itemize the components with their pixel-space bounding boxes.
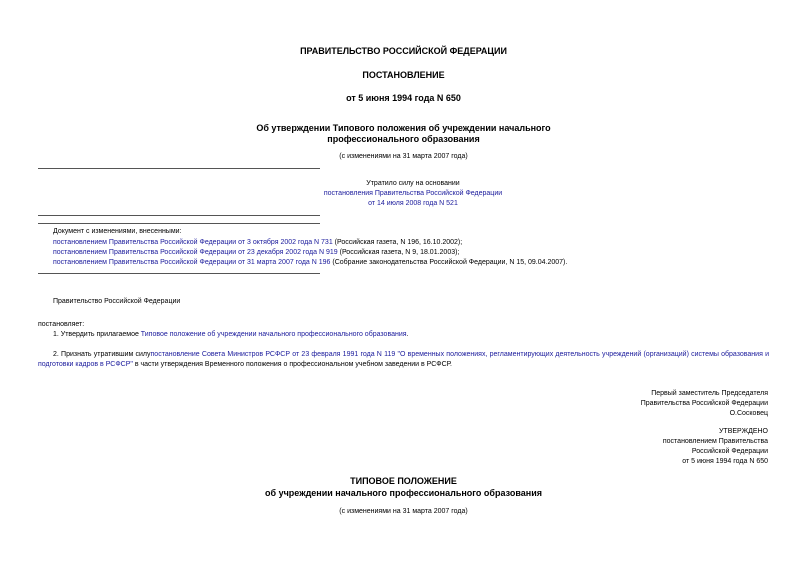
approved-label: УТВЕРЖДЕНО: [718, 428, 768, 435]
amendment-source: (Собрание законодательства Российской Федерации, N 15, 09.04.2007).: [330, 259, 568, 266]
paragraph-1-suffix: .: [406, 331, 409, 338]
signature-org: Правительства Российской Федерации: [640, 400, 768, 407]
signature-title: Первый заместитель Председателя: [651, 390, 768, 397]
repeal-link-date[interactable]: от 14 июля 2008 года N 521: [368, 200, 458, 207]
approved-by: постановлением Правительства: [662, 438, 768, 445]
government-line: Правительство Российской Федерации: [53, 298, 181, 305]
amendments-intro: Документ с изменениями, внесенными:: [53, 228, 182, 235]
decrees-line: постановляет:: [38, 321, 85, 328]
date-number-heading: от 5 июня 1994 года N 650: [346, 93, 461, 103]
regulation-title: ТИПОВОЕ ПОЛОЖЕНИЕ: [350, 476, 457, 486]
amendment-link[interactable]: постановлением Правительства Российской Федерации от 31 марта 2007 года N 196: [53, 259, 331, 266]
paragraph-1-prefix: 1. Утвердить прилагаемое: [53, 331, 141, 338]
title-line-2: профессионального образования: [327, 134, 480, 144]
amendment-source: (Российская газета, N 9, 18.01.2003);: [337, 249, 460, 256]
changes-note: (с изменениями на 31 марта 2007 года): [339, 153, 468, 160]
amendment-link[interactable]: постановлением Правительства Российской Федерации от 23 декабря 2002 года N 919: [53, 249, 338, 256]
amendment-item: [53, 259, 567, 266]
government-heading: ПРАВИТЕЛЬСТВО РОССИЙСКОЙ ФЕДЕРАЦИИ: [300, 46, 507, 56]
repeal-line: Утратило силу на основании: [366, 180, 460, 187]
regulation-subtitle: об учреждении начального профессионального образования: [265, 488, 542, 498]
approved-org: Российской Федерации: [691, 448, 768, 455]
signature-name: О.Сосковец: [729, 410, 768, 417]
paragraph-2-prefix: 2. Признать утратившим силу: [53, 351, 151, 358]
doc-type-heading: ПОСТАНОВЛЕНИЕ: [362, 70, 445, 80]
divider: [38, 215, 320, 216]
title-line-1: Об утверждении Типового положения об учреждении начального: [256, 123, 551, 133]
regulation-changes: (с изменениями на 31 марта 2007 года): [339, 508, 468, 515]
amendment-link[interactable]: постановлением Правительства Российской Федерации от 3 октября 2002 года N 731: [53, 239, 333, 246]
amendment-source: (Российская газета, N 196, 16.10.2002);: [332, 239, 463, 246]
divider: [38, 273, 320, 274]
amendment-item: [53, 239, 462, 246]
approved-date: от 5 июня 1994 года N 650: [682, 458, 768, 465]
repealed-decree-link[interactable]: постановление Совета Министров РСФСР от 23 февраля 1991 года N 119 "О временных положениях, регламентирующих деятельность учреждений (организаций) системы образования и подготовки кадров в РСФСР": [38, 351, 770, 368]
regulation-link[interactable]: Типовое положение об учреждении начального профессионального образования: [140, 331, 407, 338]
divider: [38, 223, 320, 224]
paragraph-2-suffix: в части утверждения Временного положения о профессиональном учебном заведении в РСФСР.: [132, 361, 452, 368]
paragraph-2: [38, 350, 769, 370]
paragraph-1: [53, 331, 409, 338]
amendment-item: [53, 249, 459, 256]
divider: [38, 168, 320, 169]
repeal-link[interactable]: постановления Правительства Российской Федерации: [323, 190, 503, 197]
